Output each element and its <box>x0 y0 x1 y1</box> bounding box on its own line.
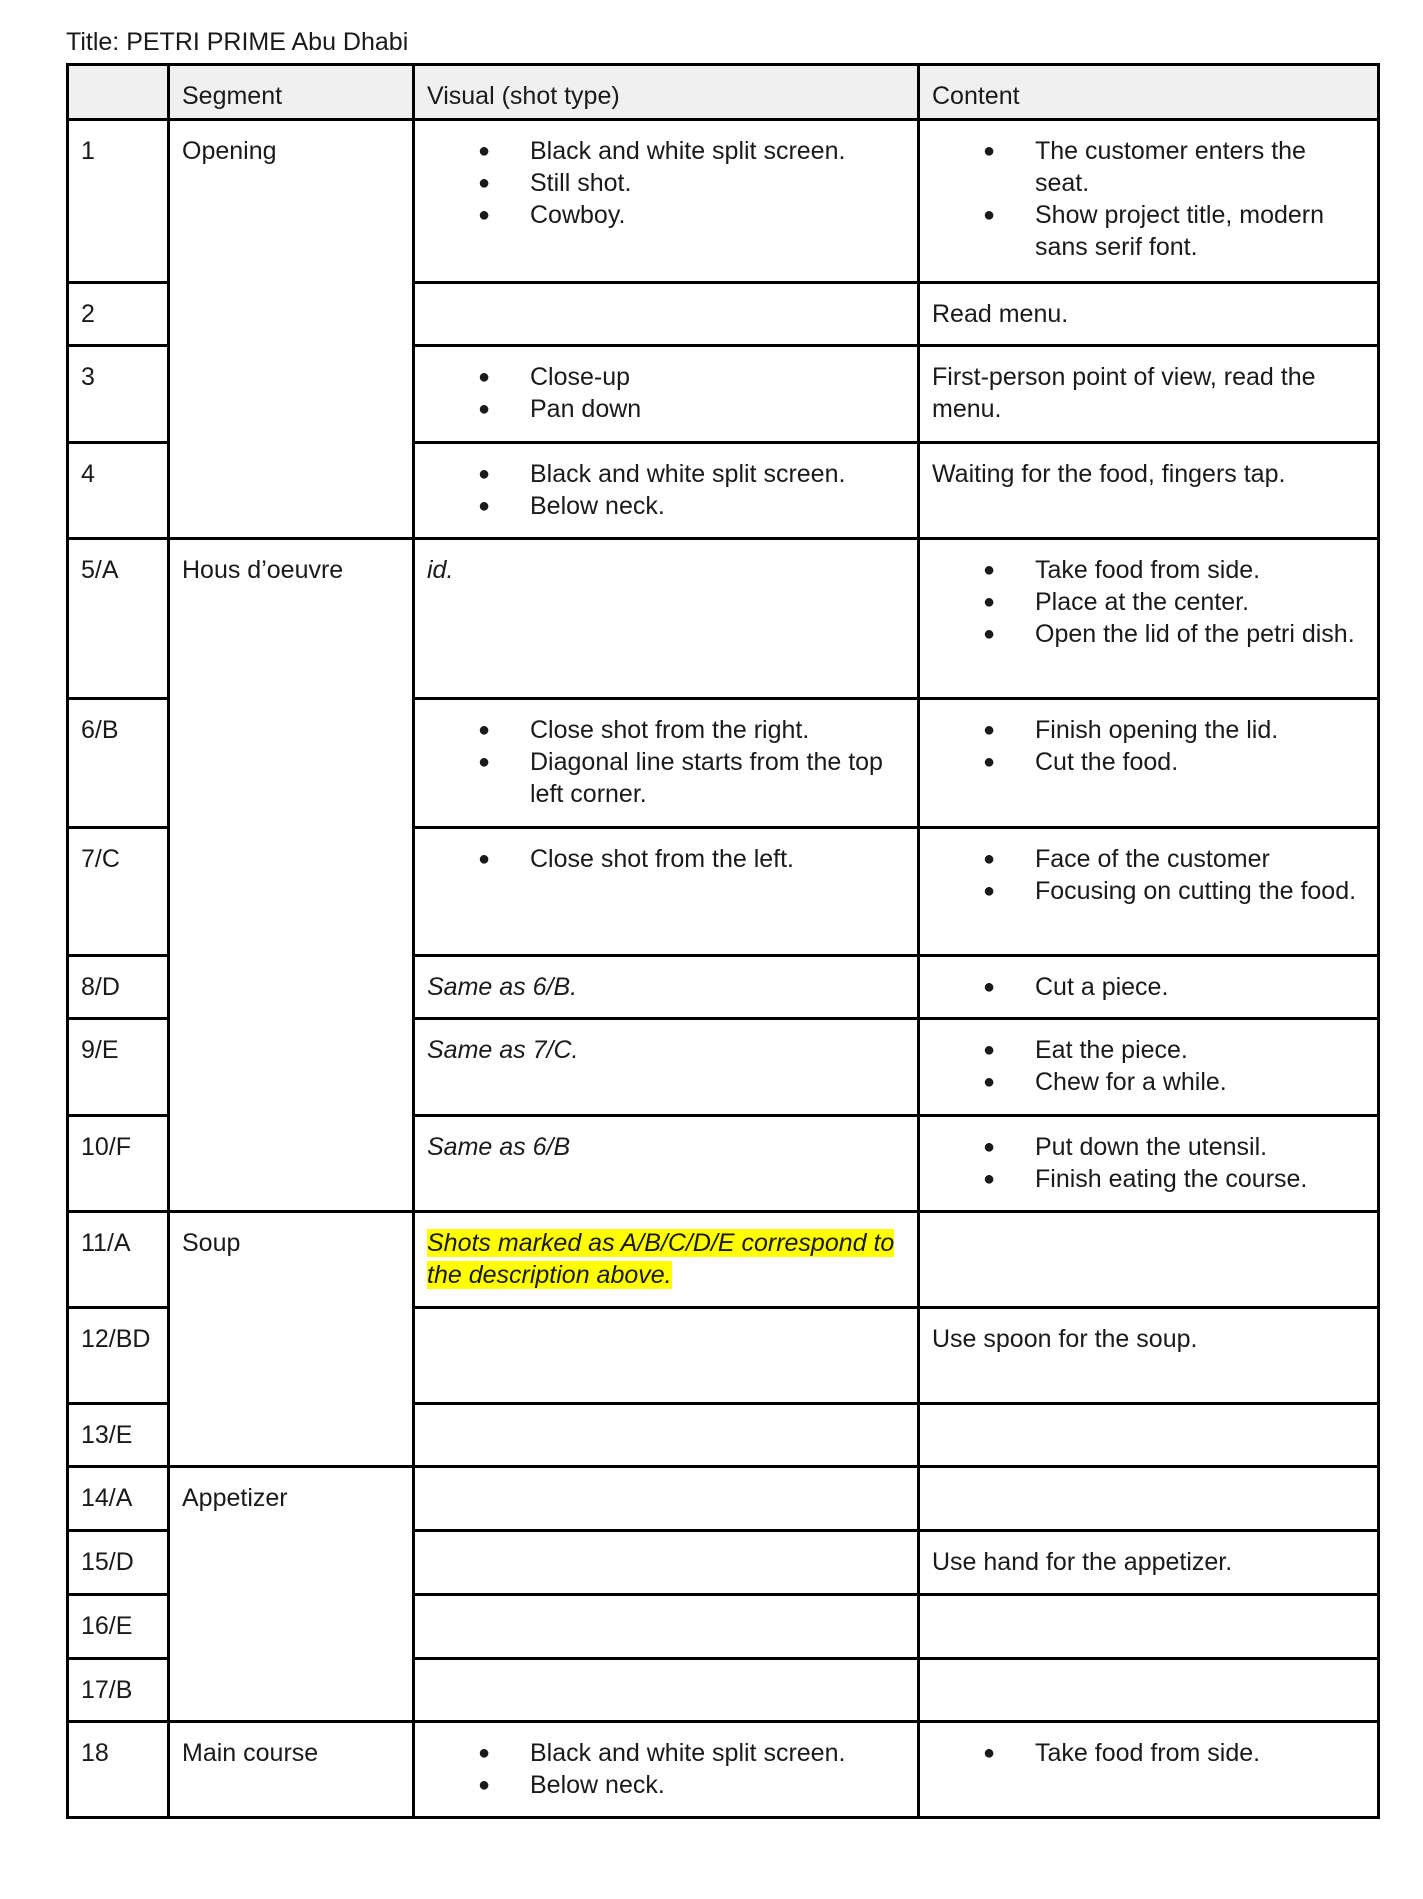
highlighted-note: Shots marked as A/B/C/D/E correspond to the description above. <box>427 1229 895 1289</box>
content-cell <box>919 1019 1379 1116</box>
list-item: ● Still shot. <box>427 167 905 199</box>
table-row <box>68 1467 1379 1531</box>
visual-cell: Same as 6/B. <box>414 956 919 1019</box>
shot-number: 14/A <box>68 1467 169 1531</box>
shot-number: 2 <box>68 283 169 346</box>
shot-number: 17/B <box>68 1659 169 1722</box>
list-item: ● Place at the center. <box>932 586 1365 618</box>
column-header-segment: Segment <box>169 65 414 120</box>
list-item: ● Chew for a while. <box>932 1066 1365 1098</box>
list-item: ● Below neck. <box>427 490 905 522</box>
visual-cell <box>414 1531 919 1595</box>
segment-cell: Opening <box>169 120 414 539</box>
list-item: ● Diagonal line starts from the top left corner. <box>427 746 905 810</box>
shot-number: 16/E <box>68 1595 169 1659</box>
shot-number: 8/D <box>68 956 169 1019</box>
content-cell <box>919 120 1379 283</box>
list-item: ● Cut the food. <box>932 746 1365 778</box>
table-row <box>68 539 1379 699</box>
table-row <box>68 1722 1379 1818</box>
list-item: ● Put down the utensil. <box>932 1131 1365 1163</box>
document-title: Title: PETRI PRIME Abu Dhabi <box>66 28 409 56</box>
visual-cell <box>414 346 919 443</box>
list-item: ● Close-up <box>427 361 905 393</box>
list-item: ● Focusing on cutting the food. <box>932 875 1365 907</box>
visual-cell <box>414 120 919 283</box>
content-cell <box>919 1722 1379 1818</box>
visual-cell <box>414 1212 919 1308</box>
shot-number: 7/C <box>68 828 169 956</box>
visual-cell <box>414 1659 919 1722</box>
visual-cell <box>414 1467 919 1531</box>
shot-number: 9/E <box>68 1019 169 1116</box>
shot-number: 4 <box>68 443 169 539</box>
visual-cell <box>414 1404 919 1467</box>
list-item: ● Black and white split screen. <box>427 135 905 167</box>
shot-number: 5/A <box>68 539 169 699</box>
content-cell <box>919 1404 1379 1467</box>
list-item: ● Finish opening the lid. <box>932 714 1365 746</box>
shot-number: 13/E <box>68 1404 169 1467</box>
content-cell: Read menu. <box>919 283 1379 346</box>
content-cell: Waiting for the food, fingers tap. <box>919 443 1379 539</box>
visual-cell <box>414 1308 919 1404</box>
content-cell <box>919 828 1379 956</box>
list-item: ● Close shot from the right. <box>427 714 905 746</box>
list-item: ● Cut a piece. <box>932 971 1365 1003</box>
list-item: ● The customer enters the seat. <box>932 135 1365 199</box>
content-cell <box>919 956 1379 1019</box>
visual-cell <box>414 1595 919 1659</box>
shot-number: 10/F <box>68 1116 169 1212</box>
content-cell <box>919 699 1379 828</box>
visual-cell <box>414 443 919 539</box>
visual-cell <box>414 828 919 956</box>
list-item: ● Take food from side. <box>932 554 1365 586</box>
visual-cell <box>414 1722 919 1818</box>
shot-number: 12/BD <box>68 1308 169 1404</box>
list-item: ● Show project title, modern sans serif font. <box>932 199 1365 263</box>
content-cell <box>919 1116 1379 1212</box>
visual-cell <box>414 699 919 828</box>
shot-number: 1 <box>68 120 169 283</box>
visual-cell: Same as 7/C. <box>414 1019 919 1116</box>
visual-cell <box>414 283 919 346</box>
shot-number: 3 <box>68 346 169 443</box>
content-cell: First-person point of view, read the menu. <box>919 346 1379 443</box>
shot-number: 11/A <box>68 1212 169 1308</box>
list-item: ● Below neck. <box>427 1769 905 1801</box>
list-item: ● Pan down <box>427 393 905 425</box>
column-header-content: Content <box>919 65 1379 120</box>
shot-number: 6/B <box>68 699 169 828</box>
table-row <box>68 120 1379 283</box>
list-item: ● Face of the customer <box>932 843 1365 875</box>
list-item: ● Black and white split screen. <box>427 458 905 490</box>
list-item: ● Eat the piece. <box>932 1034 1365 1066</box>
column-header-number <box>68 65 169 120</box>
list-item: ● Black and white split screen. <box>427 1737 905 1769</box>
content-cell <box>919 539 1379 699</box>
segment-cell: Appetizer <box>169 1467 414 1722</box>
table-row <box>68 1212 1379 1308</box>
column-header-visual: Visual (shot type) <box>414 65 919 120</box>
content-cell <box>919 1595 1379 1659</box>
content-cell <box>919 1467 1379 1531</box>
content-cell: Use spoon for the soup. <box>919 1308 1379 1404</box>
list-item: ● Take food from side. <box>932 1737 1365 1769</box>
visual-cell: id. <box>414 539 919 699</box>
content-cell: Use hand for the appetizer. <box>919 1531 1379 1595</box>
segment-cell: Hous d’oeuvre <box>169 539 414 1212</box>
list-item: ● Open the lid of the petri dish. <box>932 618 1365 650</box>
content-cell <box>919 1659 1379 1722</box>
storyboard-table <box>66 63 1380 1819</box>
list-item: ● Cowboy. <box>427 199 905 231</box>
shot-number: 18 <box>68 1722 169 1818</box>
content-cell <box>919 1212 1379 1308</box>
shot-number: 15/D <box>68 1531 169 1595</box>
visual-cell: Same as 6/B <box>414 1116 919 1212</box>
segment-cell: Soup <box>169 1212 414 1467</box>
table-header-row <box>68 65 1379 120</box>
segment-cell: Main course <box>169 1722 414 1818</box>
list-item: ● Finish eating the course. <box>932 1163 1365 1195</box>
list-item: ● Close shot from the left. <box>427 843 905 875</box>
